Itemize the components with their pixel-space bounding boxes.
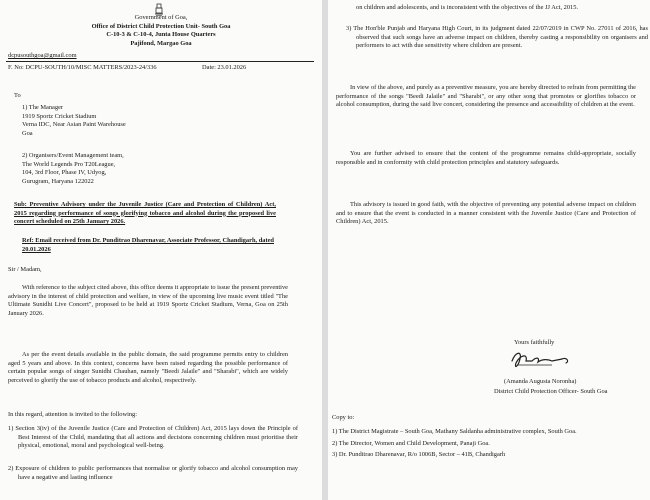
numbered-point: 1) Section 3(iv) of the Juvenile Justice (Care and Protection of Children) Act, 2015 lays down the Principle of Best Interest of the Child, mandating that all actions and decisions concerning children must prioritise their physical, emotional, moral and psychological well-being. [8, 425, 298, 450]
body-paragraph: This advisory is issued in good faith, with the objective of preventing any potential adverse impact on children and to ensure that the event is conducted in a manner consistent with the Juvenile Justice (Care and Protection of Children) Act, 2015. [336, 201, 636, 226]
header-line: Government of Goa, [134, 14, 188, 21]
office-email: dcpusouthgoa@gmail.com [8, 52, 77, 59]
address-line: 2) Organisers/Event Management team, [22, 152, 124, 159]
copy-to-label: Copy to: [332, 414, 355, 421]
body-paragraph: You are further advised to ensure that the content of the programme remains child-appropriate, socially responsible and in conformity with child protection principles and statutory safeguards. [336, 150, 636, 166]
header-divider [6, 61, 314, 62]
address-line: Gurugram, Haryana 122022 [22, 177, 94, 185]
address-line: Goa [22, 129, 33, 137]
body-paragraph: With reference to the subject cited above, this office deems it appropriate to issue the present preventive advisory in the interest of child protection and welfare, in view of the upcoming live music event titled "The Ultimate Sunidhi Live Concert", proposed to be held at 1919 Sportz Cricket Stadium, Verna, Goa on 25th January 2026. [8, 284, 288, 317]
copy-item: 1) The District Magistrate – South Goa, Mathany Saldanha administrative complex, South Goa. [332, 428, 577, 435]
address-line: The World Legends Pro T20League, [22, 160, 116, 168]
numbered-point: 3) The Hon'ble Punjab and Haryana High Court, in its judgment dated 22/07/2019 in CWP No. 27011 of 2016, has observed that such songs have an adverse impact on children, thereby casting a responsibility on organisers and performers to act with due sensitivity where children are present. [346, 25, 648, 50]
letter-page-1 [0, 0, 322, 500]
recipient-2 [22, 152, 124, 186]
address-line: Verna IDC, Near Asian Paint Warehouse [22, 121, 126, 129]
signatory-name: (Amanda Augusta Noronha) [504, 378, 577, 385]
body-paragraph: In view of the above, and purely as a preventive measure, you are hereby directed to refrain from permitting the performance of the songs "Beedi Jalaile" and "Sharabi", or any other song that promotes or glorifies tobacco or alcohol consumption, during the said live concert, considering the presence and accessibility of children at the event. [336, 84, 636, 109]
numbered-point: 2) Exposure of children to public performances that normalise or glorify tobacco and alcohol consumption may have a negative and lasting influence [8, 465, 298, 481]
copy-list [332, 428, 634, 460]
salutation: Sir / Madam, [8, 266, 42, 273]
header-line: C-10-3 & C-10-4, Junta House Quarters [106, 31, 216, 39]
address-line: 104, 3rd Floor, Phase IV, Udyog, [22, 169, 107, 177]
address-line: 1) The Manager [22, 104, 64, 111]
copy-item: 3) Dr. Punditrao Dharenavar, R/o 1006B, Sector – 41B, Chandigarh [332, 451, 506, 459]
recipient-1 [22, 104, 126, 138]
closing: Yours faithfully [514, 339, 555, 346]
signatory-title: District Child Protection Officer- South Goa [494, 388, 608, 395]
reference-line: Ref: Email received from Dr. Punditrao Dharenavar, Associate Professor, Chandigarh, dated 20.01.2026 [22, 237, 274, 253]
to-label: To [14, 92, 21, 99]
header-line: Pajifond, Margao Goa [130, 39, 192, 47]
subject-line: Sub: Preventive Advisory under the Juvenile Justice (Care and Protection of Children) Act, 2015 regarding performance of songs glorifying tobacco and alcohol during the proposed live concert scheduled on 25th January 2026. [14, 201, 276, 226]
header-line: Office of District Child Protection Unit- South Goa [91, 22, 231, 30]
body-paragraph: As per the event details available in the public domain, the said programme permits entry to children aged 5 years and above. In this context, concerns have been raised regarding the possible performance of certain popular songs of singer Sunidhi Chauhan, namely "Beedi Jalaile" and "Sharabi", which are widely perceived to glorify the use of tobacco products and alcohol, respectively. [8, 351, 288, 384]
copy-item: 2) The Director, Women and Child Development, Panaji Goa. [332, 439, 490, 447]
letter-date: Date: 23.01.2026 [202, 64, 247, 71]
body-paragraph: In this regard, attention is invited to the following: [8, 411, 138, 418]
file-number: F. No: DCPU-SOUTH/10/MISC MATTERS/2023-24/336 [8, 64, 157, 71]
numbered-point-continued: on children and adolescents, and is inconsistent with the objectives of the JJ Act, 2015. [356, 4, 579, 11]
letter-page-2 [328, 0, 650, 500]
office-header [0, 14, 322, 48]
handwritten-signature [508, 347, 578, 373]
address-line: 1919 Sportz Cricket Stadium [22, 112, 97, 120]
